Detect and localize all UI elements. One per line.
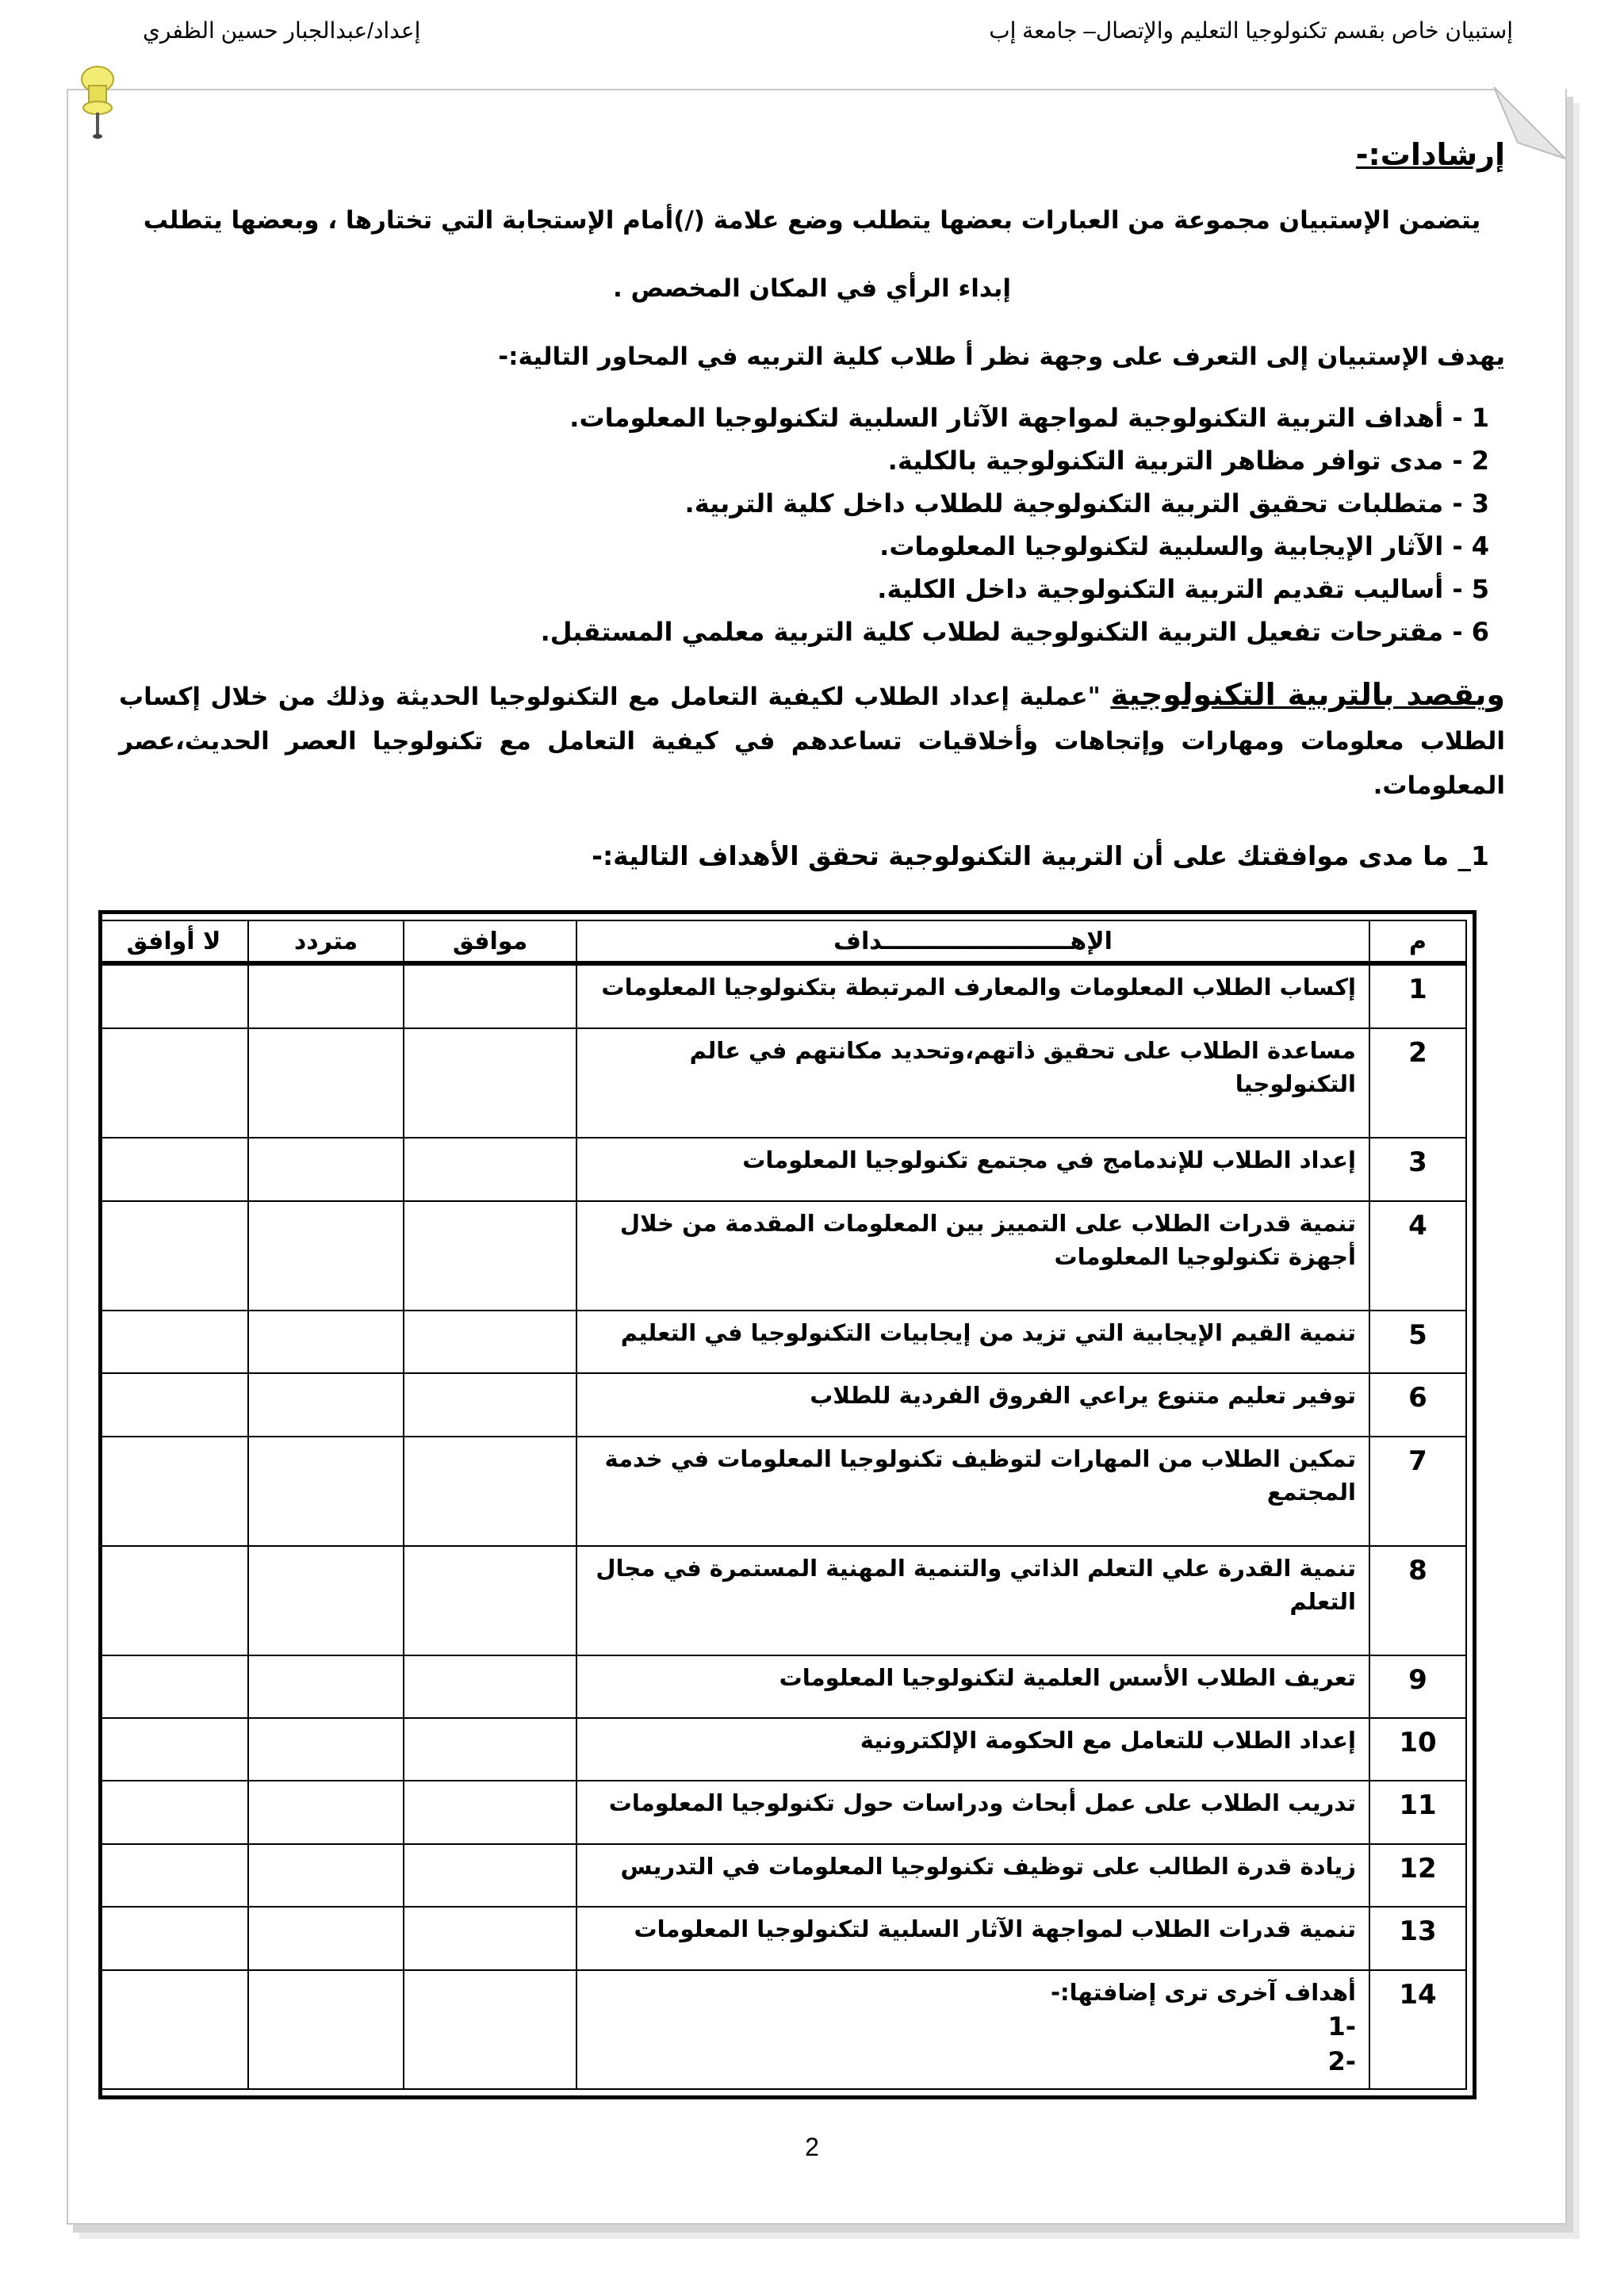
row-goal-text: إعداد الطلاب للإندمامج في مجتمع تكنولوجيا المعلومات	[576, 1138, 1369, 1200]
disagree-cell[interactable]	[99, 1138, 248, 1200]
row-goal-text: تنمية قدرات الطلاب لمواجهة الآثار السلبية لتكنولوجيا المعلومات	[576, 1907, 1369, 1970]
disagree-cell[interactable]	[99, 1373, 248, 1436]
agree-cell[interactable]	[404, 1546, 576, 1655]
table-row	[99, 1437, 1466, 1546]
axis-item: 2 - مدى توافر مظاهر التربية التكنولوجية بالكلية.	[887, 446, 1489, 476]
agree-cell[interactable]	[404, 1201, 576, 1311]
header-neutral: متردد	[248, 920, 404, 963]
table-row	[99, 1718, 1466, 1781]
table-header-row	[99, 920, 1466, 963]
axis-item: 4 - الآثار الإيجابية والسلبية لتكنولوجيا المعلومات.	[879, 531, 1489, 561]
axis-item: 3 - متطلبات تحقيق التربية التكنولوجية للطلاب داخل كلية التربية.	[684, 488, 1489, 519]
header-num: م	[1369, 920, 1466, 963]
table-row	[99, 1907, 1466, 1970]
disagree-cell[interactable]	[99, 1311, 248, 1373]
row-number: 3	[1369, 1138, 1466, 1200]
header-goal: الإهـــــــــــــــــــــــداف	[576, 920, 1369, 963]
row-goal-text: إعداد الطلاب للتعامل مع الحكومة الإلكترونية	[576, 1718, 1369, 1781]
row-number: 12	[1369, 1844, 1466, 1907]
agree-cell[interactable]	[404, 1781, 576, 1843]
disagree-cell[interactable]	[99, 1546, 248, 1655]
neutral-cell[interactable]	[248, 1781, 404, 1843]
neutral-cell[interactable]	[248, 1138, 404, 1200]
row-number: 14	[1369, 1970, 1466, 2089]
agree-cell[interactable]	[404, 963, 576, 1028]
agree-cell[interactable]	[404, 1970, 576, 2089]
row-number: 1	[1369, 963, 1466, 1028]
disagree-cell[interactable]	[99, 1437, 248, 1546]
row-number: 11	[1369, 1781, 1466, 1843]
instructions-line-1: يتضمن الإستبيان مجموعة من العبارات بعضها يتطلب وضع علامة (/)أمام الإستجابة التي تختارها ، وبعضها يتطلب	[143, 206, 1481, 235]
disagree-cell[interactable]	[99, 1907, 248, 1970]
header-author: إعداد/عبدالجبار حسين الظفري	[143, 18, 421, 43]
neutral-cell[interactable]	[248, 1373, 404, 1436]
header-title: إستبيان خاص بقسم تكنولوجيا التعليم والإتصال– جامعة إب	[989, 18, 1513, 43]
row-number: 5	[1369, 1311, 1466, 1373]
page-number: 2	[805, 2133, 819, 2161]
goals-table-frame	[98, 910, 1477, 2099]
table-row	[99, 1201, 1466, 1311]
row-number: 10	[1369, 1718, 1466, 1781]
disagree-cell[interactable]	[99, 1844, 248, 1907]
row-number: 2	[1369, 1028, 1466, 1138]
neutral-cell[interactable]	[248, 1311, 404, 1373]
row-number: 6	[1369, 1373, 1466, 1436]
neutral-cell[interactable]	[248, 1718, 404, 1781]
definition-text: "عملية إعداد الطلاب لكيفية التعامل مع التكنولوجيا الحديثة وذلك من خلال إكساب الطلاب معلومات ومهارات وإتجاهات وأخلاقيات تساعدهم في كيفية التعامل مع تكنولوجيا العصر الحديث،عصر المعلومات.	[119, 683, 1505, 800]
definition-paragraph	[119, 672, 1505, 808]
row-goal-text: مساعدة الطلاب على تحقيق ذاتهم،وتحديد مكانتهم في عالم التكنولوجيا	[576, 1028, 1369, 1138]
question-1: 1_ ما مدى موافقتك على أن التربية التكنولوجية تحقق الأهداف التالية:-	[592, 840, 1489, 871]
disagree-cell[interactable]	[99, 1655, 248, 1718]
disagree-cell[interactable]	[99, 1718, 248, 1781]
disagree-cell[interactable]	[99, 1201, 248, 1311]
table-row	[99, 963, 1466, 1028]
table-row	[99, 1655, 1466, 1718]
agree-cell[interactable]	[404, 1138, 576, 1200]
neutral-cell[interactable]	[248, 1970, 404, 2089]
disagree-cell[interactable]	[99, 1781, 248, 1843]
goals-table	[98, 920, 1467, 2090]
disagree-cell[interactable]	[99, 963, 248, 1028]
row-goal-text: زيادة قدرة الطالب على توظيف تكنولوجيا المعلومات في التدريس	[576, 1844, 1369, 1907]
disagree-cell[interactable]	[99, 1028, 248, 1138]
axis-item: 5 - أساليب تقديم التربية التكنولوجية داخل الكلية.	[877, 574, 1489, 604]
neutral-cell[interactable]	[248, 1437, 404, 1546]
neutral-cell[interactable]	[248, 1844, 404, 1907]
row-goal-text: تنمية القيم الإيجابية التي تزيد من إيجابيات التكنولوجيا في التعليم	[576, 1311, 1369, 1373]
row-number: 7	[1369, 1437, 1466, 1546]
row-number: 9	[1369, 1655, 1466, 1718]
agree-cell[interactable]	[404, 1028, 576, 1138]
table-row	[99, 1311, 1466, 1373]
axis-item: 1 - أهداف التربية التكنولوجية لمواجهة الآثار السلبية لتكنولوجيا المعلومات.	[569, 403, 1489, 433]
row-number: 13	[1369, 1907, 1466, 1970]
other-goal-1: 1-	[1327, 2011, 1356, 2042]
neutral-cell[interactable]	[248, 1655, 404, 1718]
table-row	[99, 1844, 1466, 1907]
neutral-cell[interactable]	[248, 1201, 404, 1311]
row-goal-text: تنمية القدرة علي التعلم الذاتي والتنمية المهنية المستمرة في مجال التعلم	[576, 1546, 1369, 1655]
agree-cell[interactable]	[404, 1373, 576, 1436]
agree-cell[interactable]	[404, 1844, 576, 1907]
header-disagree: لا أوافق	[99, 920, 248, 963]
row-goal-text: تمكين الطلاب من المهارات لتوظيف تكنولوجيا المعلومات في خدمة المجتمع	[576, 1437, 1369, 1546]
instructions-section	[119, 135, 1505, 876]
table-row	[99, 1138, 1466, 1200]
table-row	[99, 1028, 1466, 1138]
neutral-cell[interactable]	[248, 1546, 404, 1655]
agree-cell[interactable]	[404, 1655, 576, 1718]
other-goal-2: 2-	[1327, 2046, 1356, 2076]
axes-list	[119, 396, 1505, 653]
survey-aim: يهدف الإستبيان إلى التعرف على وجهة نظر أ طلاب كلية التربيه في المحاور التالية:-	[498, 342, 1505, 371]
neutral-cell[interactable]	[248, 1028, 404, 1138]
row-goal-text: تنمية قدرات الطلاب على التمييز بين المعلومات المقدمة من خلال أجهزة تكنولوجيا المعلومات	[576, 1201, 1369, 1311]
row-number: 4	[1369, 1201, 1466, 1311]
table-row	[99, 1373, 1466, 1436]
agree-cell[interactable]	[404, 1718, 576, 1781]
row-goal-text: توفير تعليم متنوع يراعي الفروق الفردية للطلاب	[576, 1373, 1369, 1436]
axis-item: 6 - مقترحات تفعيل التربية التكنولوجية لطلاب كلية التربية معلمي المستقبل.	[540, 617, 1489, 647]
agree-cell[interactable]	[404, 1311, 576, 1373]
neutral-cell[interactable]	[248, 1907, 404, 1970]
definition-term: ويقصد بالتربية التكنولوجية	[1110, 677, 1505, 712]
row-goal-text: تعريف الطلاب الأسس العلمية لتكنولوجيا المعلومات	[576, 1655, 1369, 1718]
other-goals-cell[interactable]	[576, 1970, 1369, 2089]
row-goal-text: تدريب الطلاب على عمل أبحاث ودراسات حول تكنولوجيا المعلومات	[576, 1781, 1369, 1843]
instructions-line-2: إبداء الرأي في المكان المخصص .	[612, 274, 1012, 303]
table-row	[99, 1781, 1466, 1843]
header-agree: موافق	[404, 920, 576, 963]
pushpin-icon	[78, 62, 117, 141]
neutral-cell[interactable]	[248, 963, 404, 1028]
agree-cell[interactable]	[404, 1907, 576, 1970]
instructions-title: إرشادات:-	[1355, 137, 1505, 172]
row-number: 8	[1369, 1546, 1466, 1655]
disagree-cell[interactable]	[99, 1970, 248, 2089]
agree-cell[interactable]	[404, 1437, 576, 1546]
table-row-other-goals	[99, 1970, 1466, 2089]
row-goal-text: إكساب الطلاب المعلومات والمعارف المرتبطة بتكنولوجيا المعلومات	[576, 963, 1369, 1028]
other-goals-label: أهداف آخرى ترى إضافتها:-	[1050, 1979, 1356, 2006]
table-row	[99, 1546, 1466, 1655]
